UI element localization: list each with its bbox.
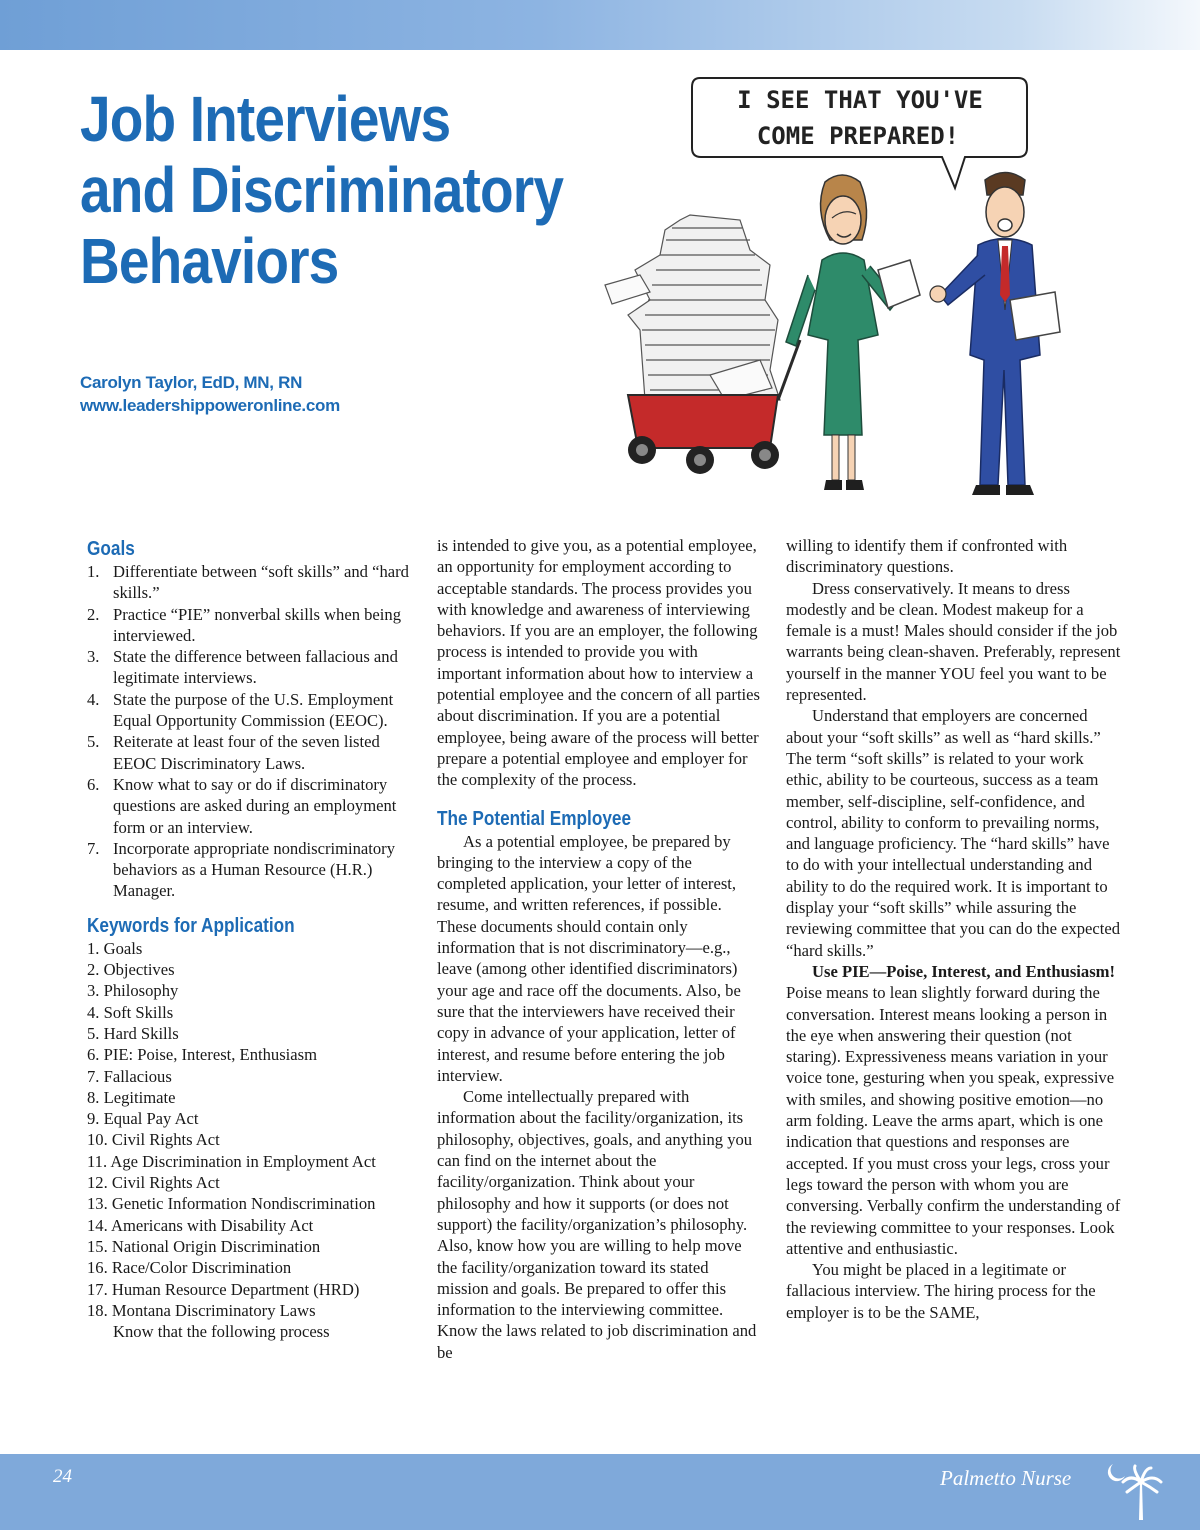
- keyword-item: 17. Human Resource Department (HRD): [87, 1279, 360, 1299]
- goal-item: 7. Incorporate appropriate nondiscriminatory behaviors as a Human Resource (H.R.) Manager.: [87, 838, 395, 901]
- keywords-list: [87, 938, 417, 1321]
- woman-figure: [786, 175, 920, 490]
- keyword-item: 5. Hard Skills: [87, 1023, 179, 1043]
- keyword-item: 1. Goals: [87, 938, 143, 958]
- author-website[interactable]: www.leadershippoweronline.com: [80, 396, 340, 415]
- column-2: [437, 535, 762, 1363]
- goal-item: 2. Practice “PIE” nonverbal skills when being interviewed.: [87, 604, 402, 645]
- palmetto-crescent-logo-icon: [1095, 1458, 1165, 1526]
- title-line-2: and Discriminatory: [80, 154, 564, 226]
- goals-list: [87, 561, 417, 902]
- keyword-item: 12. Civil Rights Act: [87, 1173, 220, 1193]
- author-name: Carolyn Taylor, EdD, MN, RN: [80, 373, 303, 392]
- keyword-item: 13. Genetic Information Nondiscrimination: [87, 1194, 376, 1214]
- cartoon-illustration: [600, 70, 1070, 520]
- page-number: 24: [53, 1466, 72, 1487]
- article-title: [80, 84, 562, 297]
- man-figure: [930, 173, 1060, 496]
- publication-name: Palmetto Nurse: [940, 1466, 1072, 1490]
- keywords-heading: Keywords for Application: [87, 914, 295, 937]
- column-3: [786, 535, 1121, 1323]
- paragraph-pie: [786, 961, 1121, 1259]
- top-banner: [0, 0, 1200, 50]
- speech-line-2: COME PREPARED!: [756, 122, 960, 150]
- goal-item: 4. State the purpose of the U.S. Employment Equal Opportunity Commission (EEOC).: [87, 689, 394, 731]
- title-line-3: Behaviors: [80, 225, 339, 297]
- keyword-item: 2. Objectives: [87, 960, 175, 980]
- column-1-tail-text: Know that the following process: [113, 1322, 330, 1342]
- paragraph-soft-skills: Understand that employers are concerned about your “soft skills” as well as “hard skills.” The term “soft skills” is related to your work ethic, ability to be courteous, success as a team member, self-discipline, self-confidence, and control, ability to conform to prevailing norms, and language proficiency. The “hard skills” have to do with your intellectual understanding and ability to do the required work. It is important to display your “soft skills” while assuring the reviewing committee that you can do the expected “hard skills.”: [786, 706, 1121, 960]
- paragraph-intellectually-prepared: Come intellectually prepared with information about the facility/organization, its philosophy, objectives, goals, and anything you can find on the internet about the facility/organization. Think about your philosophy and how it supports (or does not support) the facility/organization’s philosophy. Also, know how you are willing to help move the facility/organization toward its stated mission and goals. Be prepared to offer this information to the interviewing committee. Know the laws related to job discrimination and be: [437, 1087, 757, 1362]
- continued-paragraph: willing to identify them if confronted with discriminatory questions.: [786, 536, 1068, 577]
- goal-item: 1. Differentiate between “soft skills” and “hard skills.”: [87, 562, 409, 603]
- keyword-item: 14. Americans with Disability Act: [87, 1215, 314, 1235]
- keyword-item: 6. PIE: Poise, Interest, Enthusiasm: [87, 1045, 317, 1065]
- column-1: [87, 535, 417, 1342]
- speech-line-1: I SEE THAT YOU'VE: [737, 86, 983, 114]
- byline: [80, 371, 340, 417]
- title-line-1: Job Interviews: [80, 83, 451, 155]
- paragraph-interview-type: You might be placed in a legitimate or fallacious interview. The hiring process for the employer is to be the SAME,: [786, 1260, 1096, 1322]
- keyword-item: 9. Equal Pay Act: [87, 1109, 199, 1129]
- potential-employee-heading: The Potential Employee: [437, 807, 632, 830]
- paper-stack-icon: [605, 215, 780, 400]
- goal-item: 3. State the difference between fallacious and legitimate interviews.: [87, 647, 398, 688]
- paragraph-prepared: As a potential employee, be prepared by bringing to the interview a copy of the completed application, your letter of interest, resume, and written references, if possible. These documents should contain only information that is not discriminatory—e.g., leave (among other identified discriminators) your age and race off the documents. Also, be sure that the interviewers have received their copy in advance of your application, letter of interest, and resume before entering the job interview.: [437, 831, 741, 1085]
- keyword-item: 10. Civil Rights Act: [87, 1130, 220, 1150]
- paragraph-dress: Dress conservatively. It means to dress modestly and be clean. Modest makeup for a female is a must! Males should consider if the job warrants being clean-shaven. Preferably, represent yourself in the manner YOU feel you want to be represented.: [786, 578, 1121, 705]
- keyword-item: 18. Montana Discriminatory Laws: [87, 1300, 316, 1320]
- keyword-item: 4. Soft Skills: [87, 1002, 174, 1022]
- keyword-item: 7. Fallacious: [87, 1066, 172, 1086]
- speech-bubble: [692, 78, 1027, 188]
- keyword-item: 8. Legitimate: [87, 1087, 176, 1107]
- keyword-item: 11. Age Discrimination in Employment Act: [87, 1151, 376, 1171]
- goal-item: 5. Reiterate at least four of the seven listed EEOC Discriminatory Laws.: [87, 732, 380, 773]
- intro-paragraph: is intended to give you, as a potential employee, an opportunity for employment according to acceptable standards. The process provides you with knowledge and awareness of interviewing behaviors. If you are an employer, the following process is intended to provide you with important information about how to interview a potential employee and the concern of all parties about discrimination. If you are a potential employee, being aware of the process will better prepare a potential employee and employer for the complexity of the process.: [437, 536, 760, 790]
- goal-item: 6. Know what to say or do if discriminatory questions are asked during an employment form or an interview.: [87, 774, 397, 837]
- keyword-item: 16. Race/Color Discrimination: [87, 1258, 292, 1278]
- keyword-item: 15. National Origin Discrimination: [87, 1236, 321, 1256]
- pie-text: Poise means to lean slightly forward during the conversation. Interest means looking a person in the eye when answering their question (not staring). Expressiveness means variation in your voice tone, gesturing when you speak, expressive with smiles, and showing positive emotion—no arm folding. Leave the arms apart, which is one indication that questions and responses are accepted. If you must cross your legs, cross your legs toward the person with whom you are conversing. Verbally confirm the understanding of the reviewing committee to your responses. Look attentive and enthusiastic.: [786, 983, 1121, 1258]
- keyword-item: 3. Philosophy: [87, 981, 179, 1001]
- pie-lead: Use PIE—Poise, Interest, and Enthusiasm!: [812, 961, 1116, 981]
- goals-heading: Goals: [87, 538, 135, 560]
